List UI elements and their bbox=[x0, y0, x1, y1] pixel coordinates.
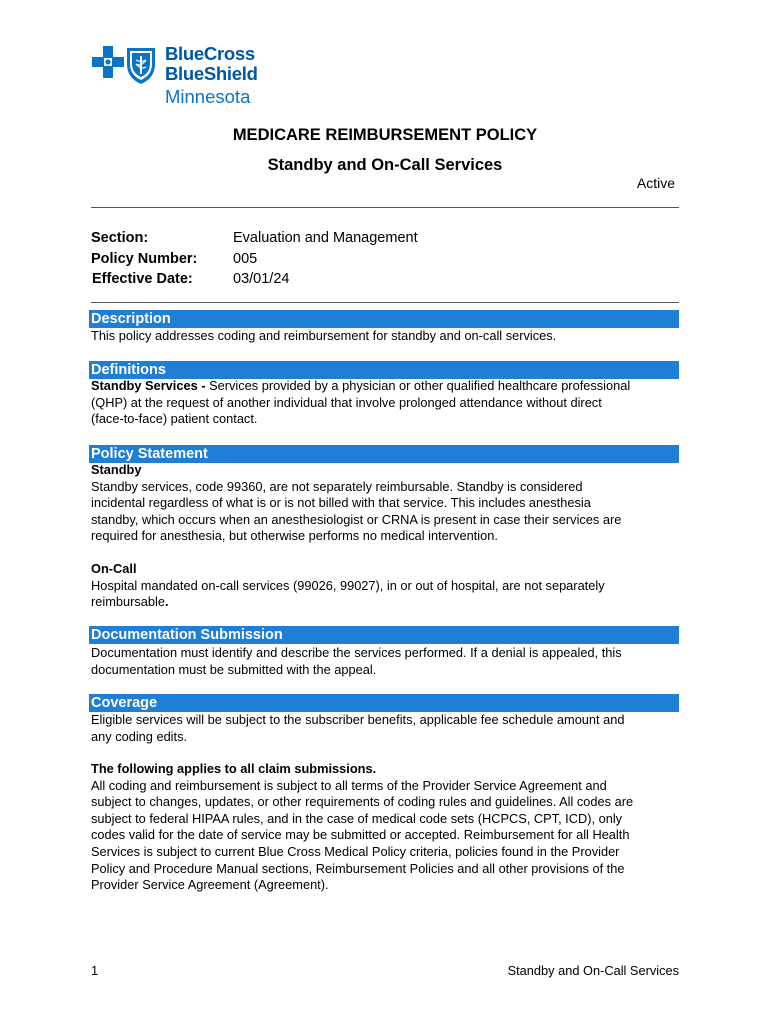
standby-line: incidental regardless of what is or is not billed with that service. This includes anesthesia bbox=[91, 495, 591, 511]
meta-row-effective-date bbox=[91, 269, 418, 290]
blue-cross-icon bbox=[92, 46, 124, 78]
policy-type-title: MEDICARE REIMBURSEMENT POLICY bbox=[232, 126, 538, 144]
logo-region: Minnesota bbox=[165, 86, 251, 107]
documentation-line2: documentation must be submitted with the appeal. bbox=[91, 661, 377, 677]
standby-term: Standby Services - bbox=[91, 378, 206, 393]
documentation-body bbox=[91, 645, 681, 678]
policy-statement-heading: Policy Statement bbox=[89, 445, 679, 463]
claims-line: Provider Service Agreement (Agreement). bbox=[91, 877, 329, 893]
oncall-period: . bbox=[164, 594, 169, 610]
policy-number-label: Policy Number: bbox=[91, 250, 198, 267]
footer-page-number: 1 bbox=[91, 963, 99, 978]
claims-line: Services is subject to current Blue Cross Medical Policy criteria, policies found in the Provider bbox=[91, 843, 620, 859]
oncall-line2: reimbursable bbox=[91, 594, 165, 610]
divider-top bbox=[91, 207, 679, 208]
documentation-line1: Documentation must identify and describe the services performed. If a denial is appealed, this bbox=[91, 645, 622, 660]
footer-doc-title: Standby and On-Call Services bbox=[507, 963, 679, 978]
claims-line: subject to changes, updates, or other requirements of coding rules and guidelines. All codes are bbox=[91, 794, 634, 810]
description-text: This policy addresses coding and reimbursement for standby and on-call services. bbox=[91, 328, 557, 343]
definition-line1: Services provided by a physician or other qualified healthcare professional bbox=[209, 378, 631, 393]
effective-date-label: Effective Date: bbox=[92, 271, 193, 287]
standby-line: Standby services, code 99360, are not separately reimbursable. Standby is considered bbox=[91, 478, 583, 494]
divider-meta bbox=[91, 302, 679, 303]
claims-body bbox=[91, 761, 681, 894]
coverage-line2: any coding edits. bbox=[91, 728, 188, 744]
claims-line: Policy and Procedure Manual sections, Reimbursement Policies and all other provisions of the bbox=[91, 860, 625, 876]
definition-line3: (face-to-face) patient contact. bbox=[91, 411, 258, 427]
meta-row-policy-number bbox=[91, 249, 418, 270]
policy-statement-oncall bbox=[91, 561, 681, 611]
claims-line: All coding and reimbursement is subject to all terms of the Provider Service Agreement and bbox=[91, 777, 607, 793]
logo-name bbox=[165, 44, 258, 84]
section-value: Evaluation and Management bbox=[233, 230, 418, 246]
coverage-body bbox=[91, 712, 681, 745]
policy-meta bbox=[91, 228, 418, 290]
logo-marks bbox=[91, 44, 161, 88]
meta-row-section bbox=[91, 228, 418, 249]
standby-line: required for anesthesia, but otherwise performs no medical intervention. bbox=[91, 528, 498, 544]
oncall-heading: On-Call bbox=[91, 561, 137, 576]
claims-heading: The following applies to all claim submissions. bbox=[91, 761, 377, 776]
description-heading: Description bbox=[89, 310, 679, 328]
oncall-line1: Hospital mandated on-call services (99026, 99027), in or out of hospital, are not separately bbox=[91, 577, 605, 593]
claims-line: codes valid for the date of service may be submitted or accepted. Reimbursement for all Health bbox=[91, 827, 630, 843]
standby-line: standby, which occurs when an anesthesiologist or CRNA is present in case their services are bbox=[91, 511, 622, 527]
documentation-heading: Documentation Submission bbox=[89, 626, 679, 644]
definitions-body bbox=[91, 378, 681, 428]
effective-date-value: 03/01/24 bbox=[233, 271, 290, 287]
policy-number-value: 005 bbox=[233, 250, 258, 267]
claims-line: subject to federal HIPAA rules, and in the case of medical code sets (HCPCS, CPT, ICD), only bbox=[91, 810, 623, 826]
logo-name-line1: BlueCross bbox=[165, 43, 255, 64]
standby-heading: Standby bbox=[91, 462, 142, 477]
policy-title: Standby and On-Call Services bbox=[267, 156, 503, 174]
coverage-line1: Eligible services will be subject to the subscriber benefits, applicable fee schedule amount and bbox=[91, 712, 625, 727]
definition-line2: (QHP) at the request of another individual that involve prolonged attendance without direct bbox=[91, 394, 602, 410]
policy-status: Active bbox=[636, 175, 675, 191]
coverage-heading: Coverage bbox=[89, 694, 679, 712]
definitions-heading: Definitions bbox=[89, 361, 679, 379]
logo-name-line2: BlueShield bbox=[165, 63, 258, 84]
section-label: Section: bbox=[91, 230, 149, 246]
policy-statement-standby bbox=[91, 462, 681, 545]
bcbs-logo bbox=[91, 42, 291, 108]
blue-shield-icon bbox=[127, 48, 155, 84]
